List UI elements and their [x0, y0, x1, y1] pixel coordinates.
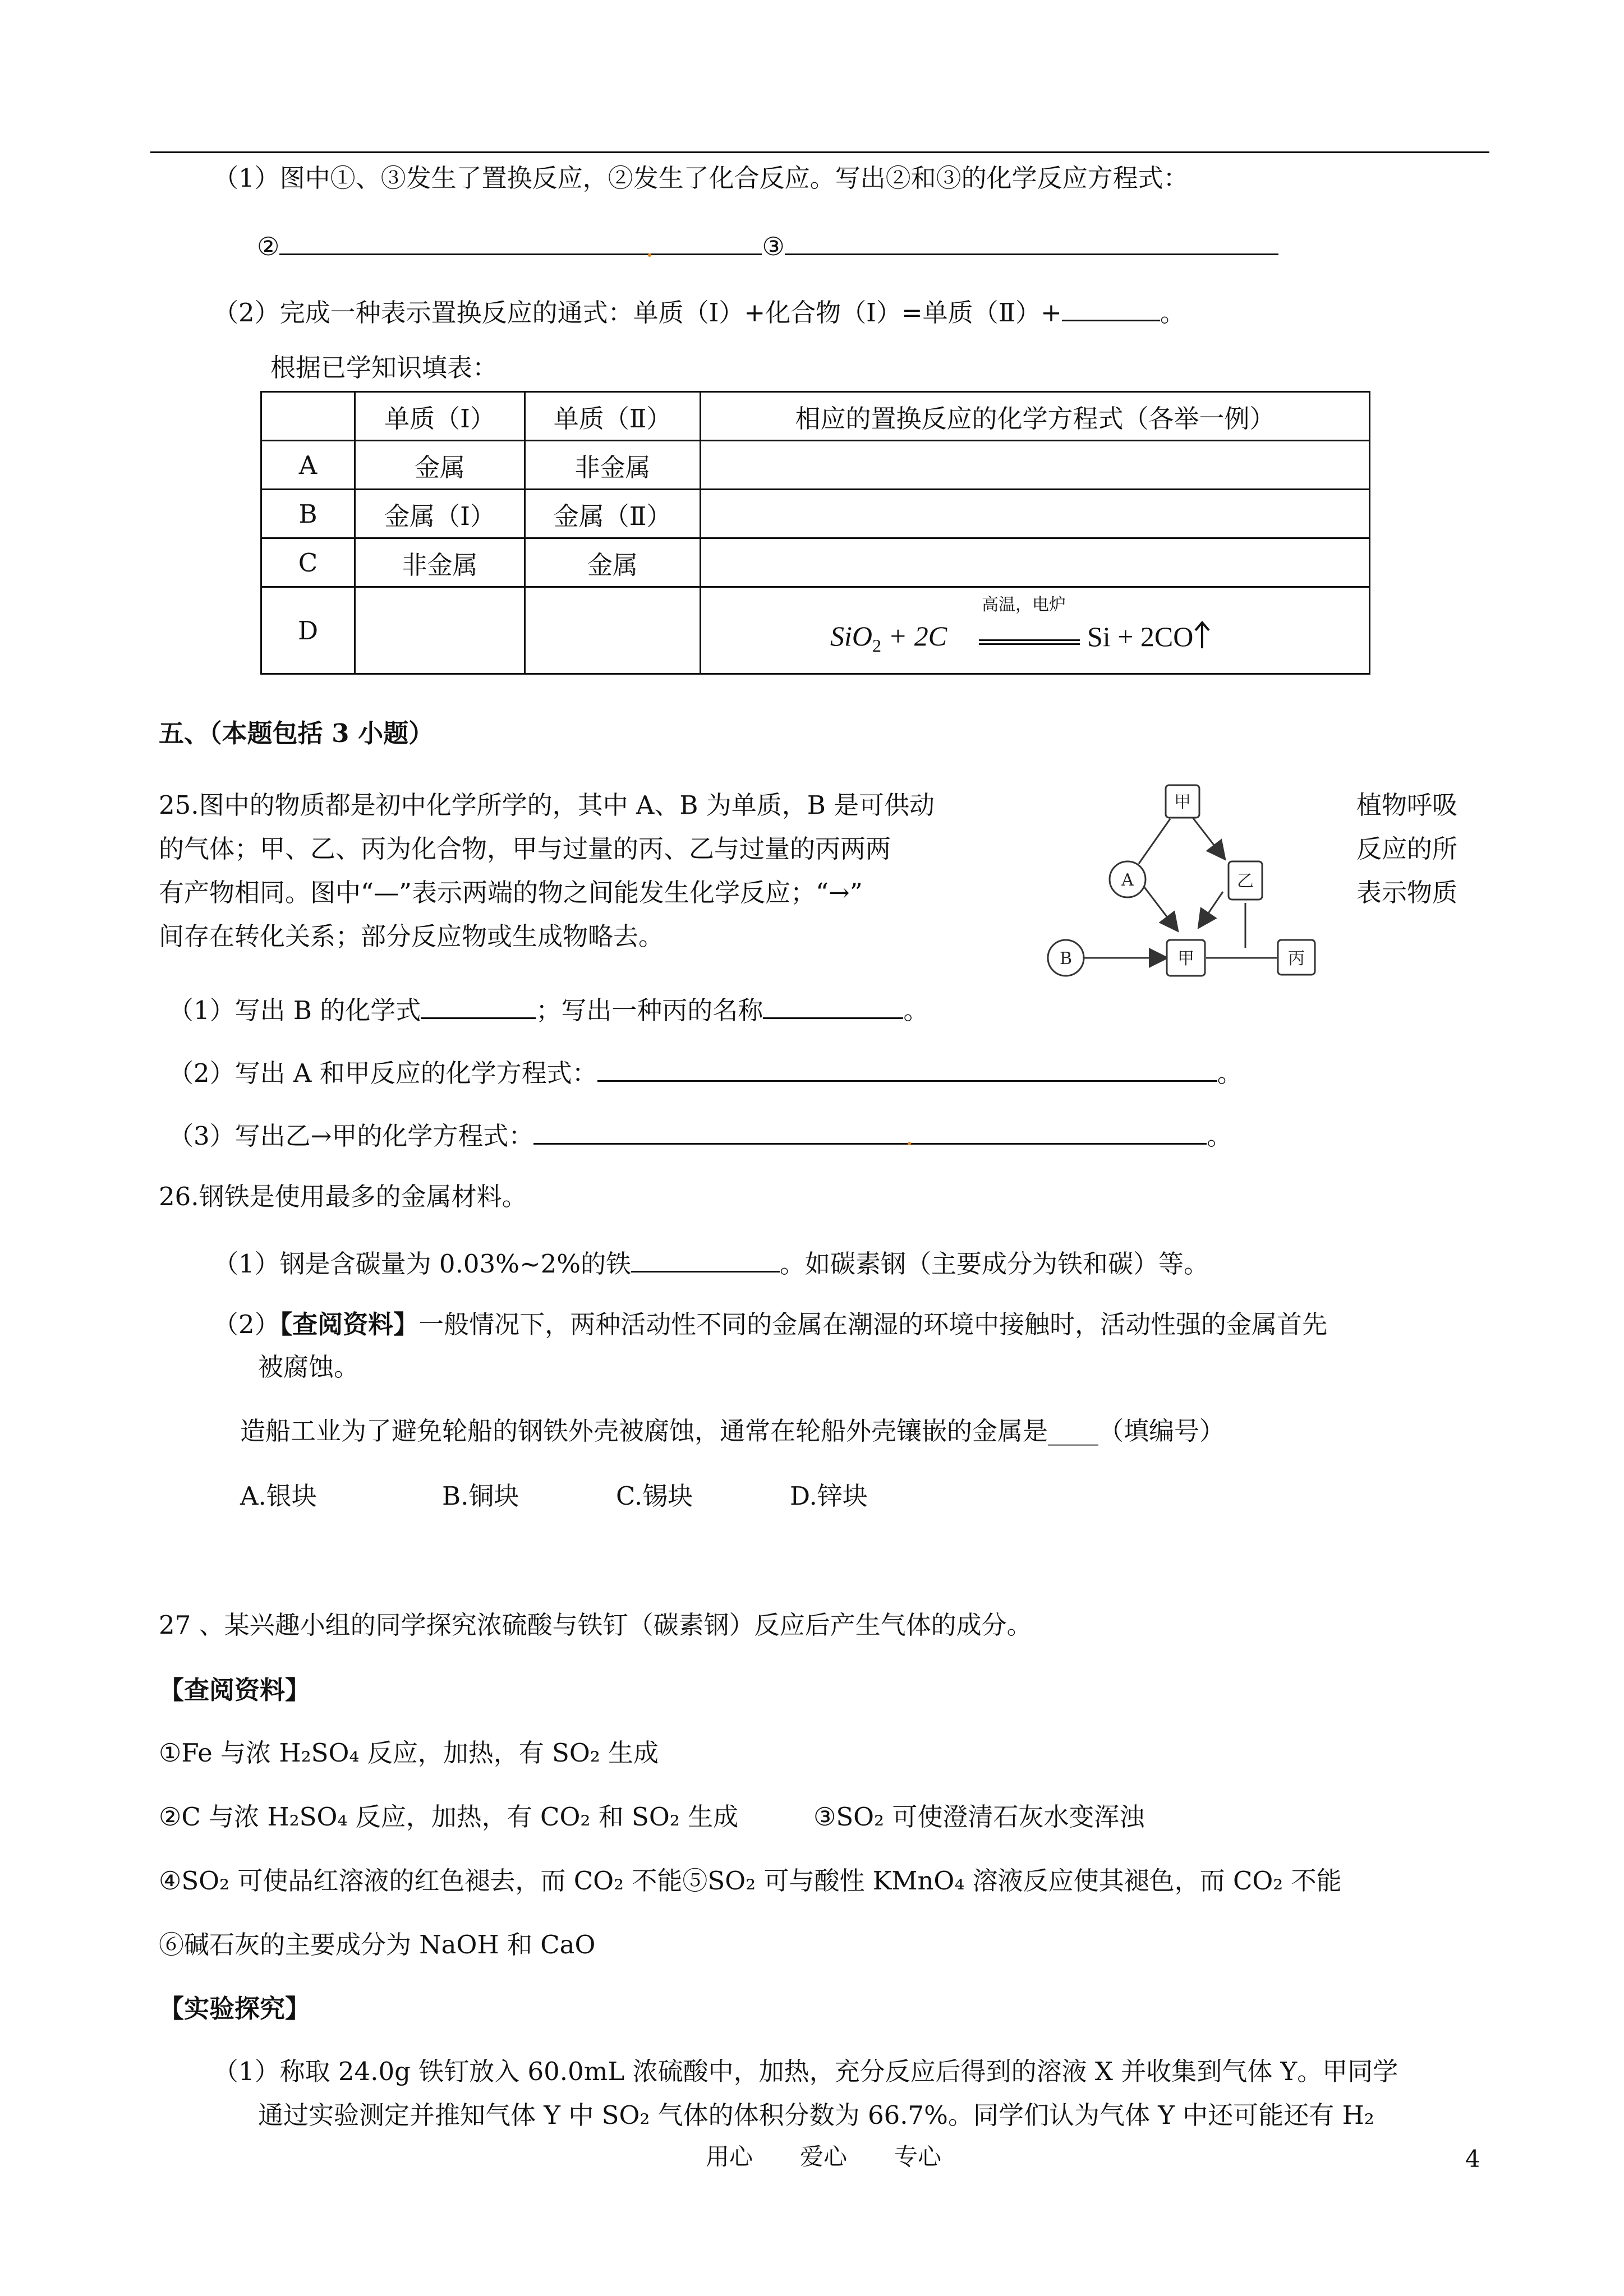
q25-line1: 25.图中的物质都是初中化学所学的，其中 A、B 为单质，B 是可供动	[159, 790, 935, 820]
q25-p3-end: 。	[1207, 1121, 1232, 1151]
row-label: C	[261, 538, 355, 587]
q27-exp-1-cont: 通过实验测定并推知气体 Y 中 SO₂ 气体的体积分数为 66.7%。同学们认为气体 Y 中还可能还有 H₂	[258, 2100, 1374, 2130]
header-rule	[150, 151, 1489, 153]
subscript: 2	[872, 635, 881, 656]
q25-p1-text2: ；写出一种丙的名称	[536, 995, 763, 1025]
q27-title: 27 、某兴趣小组的同学探究浓硫酸与铁钉（碳素钢）反应后产生气体的成分。	[159, 1610, 1032, 1640]
table-row	[261, 587, 1370, 674]
table-cell: 非金属	[525, 441, 701, 490]
q27-exp-head: 【实验探究】	[159, 1994, 311, 2023]
answer-cell-single-2[interactable]	[525, 587, 701, 674]
table-row	[261, 441, 1370, 490]
q26-p3: 造船工业为了避免轮船的钢铁外壳被腐蚀，通常在轮船外壳镶嵌的金属是____（填编号）	[240, 1416, 1225, 1446]
section-five-title: 五、（本题包括 3 小题）	[159, 718, 434, 748]
q25-p1	[168, 993, 928, 1025]
q24-part1: （1）图中①、③发生了置换反应，②发生了化合反应。写出②和③的化学反应方程式：	[213, 163, 1189, 193]
q25-p2-text: （2）写出 A 和甲反应的化学方程式：	[168, 1058, 597, 1088]
answer-blank-bing-name[interactable]	[763, 993, 903, 1019]
node-label: 甲	[1174, 792, 1191, 812]
q24-part2-text: （2）完成一种表示置换反应的通式：单质（Ⅰ）+化合物（Ⅰ）=单质（Ⅱ）+	[213, 298, 1062, 328]
answer-blank-eq2[interactable]	[279, 229, 762, 255]
q25-line4: 间存在转化关系；部分反应物或生成物略去。	[159, 921, 664, 951]
q26-p2-num: （2）	[213, 1310, 280, 1339]
q25-p1-text: （1）写出 B 的化学式	[168, 995, 421, 1025]
q25-p3-text: （3）写出乙→甲的化学方程式：	[168, 1121, 534, 1151]
q25-line1-right: 植物呼吸	[1356, 790, 1458, 820]
reaction-condition: 高温，电炉	[982, 595, 1066, 615]
q26-option-a[interactable]: A.银块	[240, 1481, 317, 1511]
table-header-cell: 单质（Ⅱ）	[525, 392, 701, 441]
table-cell: 非金属	[355, 538, 525, 587]
answer-blank-general[interactable]	[1062, 295, 1160, 321]
q26-option-d[interactable]: D.锌块	[790, 1481, 868, 1511]
q26-p1-text2: 。如碳素钢（主要成分为铁和碳）等。	[779, 1249, 1209, 1279]
footer-motto: 用心 爱心 专心	[706, 2143, 942, 2170]
table-header-cell: 相应的置换反应的化学方程式（各举一例）	[701, 392, 1370, 441]
table-header-row	[261, 392, 1370, 441]
q26-ref-head: 【查阅资料】	[279, 1310, 419, 1339]
q27-ref-3: ③SO₂ 可使澄清石灰水变浑浊	[813, 1802, 1145, 1832]
table-row	[261, 538, 1370, 587]
q26-option-c[interactable]: C.锡块	[616, 1481, 693, 1511]
table-cell: 金属	[355, 441, 525, 490]
node-label: 乙	[1237, 872, 1254, 891]
q26-p2-text: 一般情况下，两种活动性不同的金属在潮湿的环境中接触时，活动性强的金属首先	[418, 1310, 1328, 1339]
q27-ref-6: ⑥碱石灰的主要成分为 NaOH 和 CaO	[159, 1930, 596, 1960]
q27-ref-1: ①Fe 与浓 H₂SO₄ 反应，加热，有 SO₂ 生成	[159, 1738, 659, 1768]
node-label: 丙	[1288, 949, 1305, 969]
q26-p2	[213, 1310, 1327, 1339]
q24-mark3: ③	[762, 232, 785, 261]
q26-title: 26.钢铁是使用最多的金属材料。	[159, 1182, 527, 1211]
q25-line2: 的气体；甲、乙、丙为化合物，甲与过量的丙、乙与过量的丙两两	[159, 834, 891, 864]
node-label: 甲	[1177, 949, 1194, 969]
replacement-reaction-table	[260, 391, 1370, 675]
q24-mark2: ②	[257, 232, 280, 261]
row-label: D	[261, 587, 355, 674]
q25-line2-right: 反应的所	[1356, 834, 1458, 864]
q27-ref-head: 【查阅资料】	[159, 1675, 311, 1705]
q25-p1-end: 。	[903, 995, 929, 1025]
answer-cell-single-1[interactable]	[355, 587, 525, 674]
q27-exp-1: （1）称取 24.0g 铁钉放入 60.0mL 浓硫酸中，加热，充分反应后得到的溶液 X 并收集到气体 Y。甲同学	[213, 2057, 1398, 2086]
q24-part2-end: 。	[1160, 298, 1185, 328]
sio2: SiO	[830, 620, 872, 652]
table-header-cell: 单质（Ⅰ）	[355, 392, 525, 441]
equation-cell	[701, 587, 1370, 674]
q27-ref-4-5: ④SO₂ 可使品红溶液的红色褪去，而 CO₂ 不能⑤SO₂ 可与酸性 KMnO₄ 溶液反应使其褪色，而 CO₂ 不能	[159, 1866, 1342, 1896]
plus-c: + 2C	[888, 620, 947, 652]
equation-left	[830, 620, 947, 656]
q26-option-b[interactable]: B.铜块	[442, 1481, 519, 1511]
q24-eq2-line	[257, 229, 1278, 261]
answer-blank-eq3[interactable]	[785, 229, 1278, 255]
sio2-equation	[701, 588, 1369, 673]
table-cell: 金属（Ⅰ）	[355, 490, 525, 538]
orange-dot	[648, 253, 651, 257]
node-label: A	[1121, 870, 1134, 890]
table-intro: 根据已学知识填表：	[270, 353, 498, 382]
q27-ref-2: ②C 与浓 H₂SO₄ 反应，加热，有 CO₂ 和 SO₂ 生成	[159, 1802, 739, 1832]
row-label: A	[261, 441, 355, 490]
q26-p2-cont: 被腐蚀。	[258, 1352, 360, 1382]
orange-dot	[908, 1142, 911, 1145]
page-number: 4	[1465, 2145, 1480, 2173]
substance-relation-diagram	[1043, 780, 1335, 993]
answer-blank-steel[interactable]	[631, 1246, 780, 1273]
q25-p2	[168, 1055, 1243, 1088]
answer-blank-a-jia[interactable]	[597, 1055, 1217, 1082]
equation-answer-cell[interactable]	[701, 441, 1370, 490]
products: Si + 2CO	[1087, 621, 1194, 652]
q25-line3: 有产物相同。图中“—”表示两端的物之间能发生化学反应；“→”	[159, 878, 863, 907]
table-cell: 金属（Ⅱ）	[525, 490, 701, 538]
gas-up-arrow-icon	[1193, 620, 1211, 649]
equation-answer-cell[interactable]	[701, 538, 1370, 587]
q26-p1	[213, 1246, 1209, 1279]
answer-blank-b-formula[interactable]	[421, 993, 536, 1019]
node-label: B	[1059, 949, 1073, 969]
table-header-cell	[261, 392, 355, 441]
q26-p1-text: （1）钢是含碳量为 0.03%~2%的铁	[213, 1249, 631, 1279]
q25-p2-end: 。	[1217, 1058, 1243, 1088]
q24-part2	[213, 295, 1185, 328]
equation-answer-cell[interactable]	[701, 490, 1370, 538]
table-cell: 金属	[525, 538, 701, 587]
row-label: B	[261, 490, 355, 538]
equals-sign	[979, 639, 1080, 645]
answer-blank-yi-jia[interactable]	[533, 1118, 1207, 1145]
table-row	[261, 490, 1370, 538]
q25-p3	[168, 1118, 1232, 1151]
equation-right	[1087, 620, 1211, 653]
q25-line3-right: 表示物质	[1356, 878, 1458, 907]
